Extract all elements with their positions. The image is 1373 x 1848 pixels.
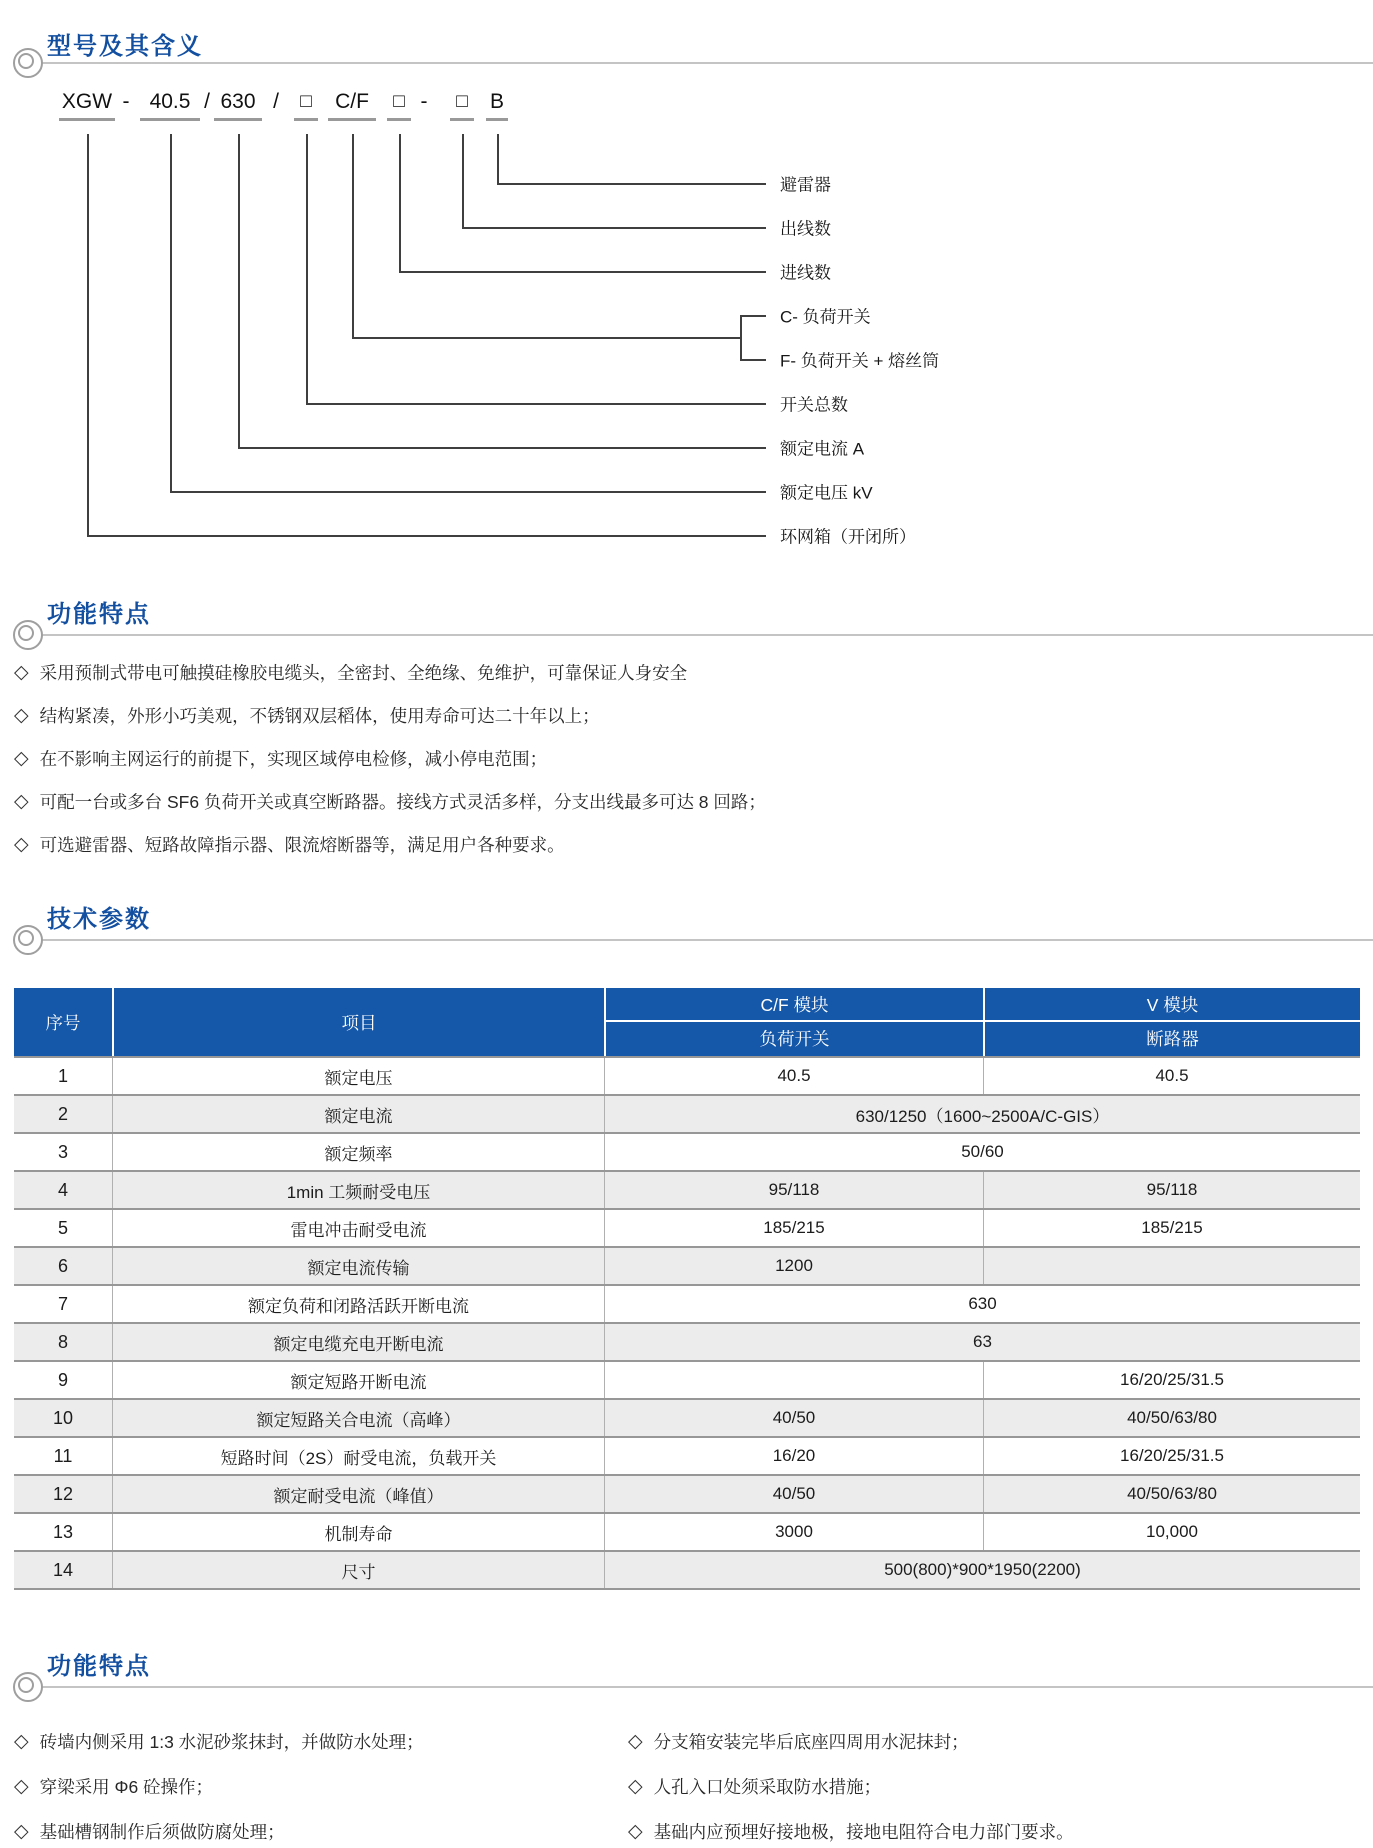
diamond-bullet-icon: ◇	[628, 1821, 643, 1842]
feature-text: 可选避雷器、短路故障指示器、限流熔断器等，满足用户各种要求。	[39, 835, 565, 855]
cell-cf-value: 95/118	[604, 1172, 983, 1208]
cell-item: 短路时间（2S）耐受电流，负载开关	[112, 1438, 604, 1474]
features-list	[14, 651, 1359, 866]
table-row	[14, 1322, 1360, 1360]
section-title-params: 技术参数	[47, 906, 151, 933]
connector-line	[306, 403, 766, 405]
feature-item	[14, 823, 1359, 866]
cell-merged-value: 50/60	[604, 1134, 1360, 1170]
header-group-v-sub: 断路器	[1146, 1028, 1199, 1049]
cell-v-value: 185/215	[983, 1210, 1360, 1246]
cell-cf-value: 40/50	[604, 1476, 983, 1512]
connector-line	[238, 447, 766, 449]
cell-item: 额定短路开断电流	[112, 1362, 604, 1398]
cell-no: 1	[57, 1065, 68, 1086]
connector-line	[497, 134, 499, 183]
feature-text: 在不影响主网运行的前提下，实现区域停电检修，减小停电范围；	[39, 749, 548, 769]
table-row	[14, 1398, 1360, 1436]
cell-item: 额定电缆充电开断电流	[112, 1324, 604, 1360]
cell-no: 13	[52, 1521, 74, 1542]
table-row	[14, 1056, 1360, 1094]
cell-no: 7	[57, 1293, 68, 1314]
cell-v-value: 16/20/25/31.5	[983, 1438, 1360, 1474]
cell-item: 机制寿命	[112, 1514, 604, 1550]
cell-v-value: 40/50/63/80	[983, 1476, 1360, 1512]
table-row	[14, 1094, 1360, 1132]
feature-item	[14, 1764, 614, 1809]
cell-item: 额定耐受电流（峰值）	[112, 1476, 604, 1512]
cell-no: 4	[57, 1179, 68, 1200]
cell-no: 12	[52, 1483, 74, 1504]
cell-item: 额定电压	[112, 1058, 604, 1094]
section-divider	[42, 1686, 1373, 1688]
feature-item	[14, 1719, 614, 1764]
cell-no: 14	[52, 1559, 74, 1580]
diamond-bullet-icon: ◇	[14, 791, 29, 812]
cell-cf-value: 16/20	[604, 1438, 983, 1474]
cell-v-value: 10,000	[983, 1514, 1360, 1550]
feature-text: 穿梁采用 Φ6 砼操作；	[39, 1777, 214, 1797]
feature-text: 分支箱安装完毕后底座四周用水泥抹封；	[653, 1732, 969, 1752]
diagram-label: F- 负荷开关 + 熔丝筒	[780, 351, 940, 371]
connector-line	[352, 134, 354, 337]
diamond-bullet-icon: ◇	[14, 1731, 29, 1752]
connector-line	[87, 134, 89, 535]
connector-line	[497, 183, 766, 185]
section-title-model: 型号及其含义	[47, 33, 203, 60]
table-row	[14, 1208, 1360, 1246]
cell-no: 2	[57, 1103, 68, 1124]
table-row	[14, 1550, 1360, 1588]
connector-line	[740, 315, 766, 317]
cell-item: 额定负荷和闭路活跃开断电流	[112, 1286, 604, 1322]
diamond-bullet-icon: ◇	[14, 748, 29, 769]
diagram-label: 环网箱（开闭所）	[780, 527, 916, 547]
table-row	[14, 1436, 1360, 1474]
model-token: -	[122, 90, 130, 113]
diagram-label: 额定电流 A	[780, 439, 865, 459]
feature-text: 采用预制式带电可触摸硅橡胶电缆头，全密封、全绝缘、免维护，可靠保证人身安全	[39, 663, 688, 683]
diamond-bullet-icon: ◇	[14, 705, 29, 726]
ring-icon	[13, 48, 43, 78]
cell-item: 1min 工频耐受电压	[112, 1172, 604, 1208]
table-row	[14, 1284, 1360, 1322]
diagram-label: C- 负荷开关	[780, 307, 871, 327]
section-divider	[42, 62, 1373, 64]
cell-merged-value: 630/1250（1600~2500A/C-GIS）	[604, 1096, 1360, 1132]
diagram-label: 出线数	[780, 219, 831, 239]
parameters-table	[14, 988, 1360, 1590]
model-token: □	[450, 88, 474, 121]
cell-cf-value: 40/50	[604, 1400, 983, 1436]
table-row	[14, 1170, 1360, 1208]
footer-features-right	[628, 1719, 1368, 1848]
feature-text: 基础内应预埋好接地极，接地电阻符合电力部门要求。	[653, 1822, 1074, 1842]
connector-line	[306, 134, 308, 403]
connector-line	[462, 134, 464, 227]
feature-item	[14, 1809, 614, 1848]
feature-text: 可配一台或多台 SF6 负荷开关或真空断路器。接线方式灵活多样，分支出线最多可达 8 回路；	[39, 792, 766, 812]
section-divider	[42, 634, 1373, 636]
cell-item: 额定短路关合电流（高峰）	[112, 1400, 604, 1436]
model-token: 40.5	[140, 88, 200, 121]
cell-item: 雷电冲击耐受电流	[112, 1210, 604, 1246]
model-token: B	[486, 88, 508, 121]
feature-item	[628, 1809, 1368, 1848]
diagram-label: 进线数	[780, 263, 831, 283]
cell-merged-value: 500(800)*900*1950(2200)	[604, 1552, 1360, 1588]
ring-icon	[13, 620, 43, 650]
connector-line	[170, 134, 172, 491]
header-group-cf-sub: 负荷开关	[759, 1028, 830, 1049]
model-token: □	[387, 88, 411, 121]
cell-no: 8	[57, 1331, 68, 1352]
feature-text: 人孔入口处须采取防水措施；	[653, 1777, 882, 1797]
model-token: 630	[214, 88, 262, 121]
connector-line	[462, 227, 766, 229]
diagram-label: 开关总数	[780, 395, 848, 415]
feature-item	[14, 694, 1359, 737]
cell-cf-value: 40.5	[604, 1058, 983, 1094]
header-col-no: 序号	[45, 1012, 81, 1033]
cell-item: 额定电流	[112, 1096, 604, 1132]
cell-no: 9	[57, 1369, 68, 1390]
table-row	[14, 1360, 1360, 1398]
cell-no: 3	[57, 1141, 68, 1162]
diamond-bullet-icon: ◇	[14, 834, 29, 855]
header-group-cf	[604, 988, 983, 1056]
model-token: C/F	[328, 88, 376, 121]
footer-features-left	[14, 1719, 614, 1848]
cell-cf-value: 3000	[604, 1514, 983, 1550]
table-body	[14, 1056, 1360, 1590]
table-row	[14, 1474, 1360, 1512]
connector-line	[352, 337, 740, 339]
cell-no: 5	[57, 1217, 68, 1238]
table-row	[14, 1512, 1360, 1550]
table-header	[14, 988, 1360, 1056]
cell-v-value: 40.5	[983, 1058, 1360, 1094]
cell-no: 11	[53, 1445, 73, 1466]
cell-item: 尺寸	[112, 1552, 604, 1588]
cell-no: 10	[52, 1407, 74, 1428]
feature-item	[628, 1719, 1368, 1764]
section-divider	[42, 939, 1373, 941]
model-token: XGW	[59, 88, 115, 121]
feature-text: 结构紧凑，外形小巧美观，不锈钢双层稻体，使用寿命可达二十年以上；	[39, 706, 600, 726]
feature-text: 砖墙内侧采用 1:3 水泥砂浆抹封，并做防水处理；	[39, 1732, 424, 1752]
connector-line	[399, 134, 401, 271]
cell-v-value: 95/118	[983, 1172, 1360, 1208]
connector-line	[399, 271, 766, 273]
feature-text: 基础槽钢制作后须做防腐处理；	[39, 1822, 285, 1842]
model-token: /	[273, 90, 279, 113]
diagram-label: 避雷器	[780, 175, 831, 195]
diamond-bullet-icon: ◇	[628, 1731, 643, 1752]
header-group-cf-title: C/F 模块	[606, 988, 983, 1022]
diamond-bullet-icon: ◇	[14, 1776, 29, 1797]
feature-item	[14, 737, 1359, 780]
diamond-bullet-icon: ◇	[628, 1776, 643, 1797]
diagram-label: 额定电压 kV	[780, 483, 873, 503]
connector-line	[238, 134, 240, 447]
cell-item: 额定频率	[112, 1134, 604, 1170]
connector-line	[740, 315, 742, 359]
cell-v-value: 40/50/63/80	[983, 1400, 1360, 1436]
feature-item	[14, 780, 1359, 823]
cell-v-value	[983, 1248, 1360, 1284]
model-token: -	[420, 90, 428, 113]
cell-merged-value: 63	[604, 1324, 1360, 1360]
cell-merged-value: 630	[604, 1286, 1360, 1322]
connector-line	[87, 535, 766, 537]
cell-cf-value: 185/215	[604, 1210, 983, 1246]
model-token: □	[294, 88, 318, 121]
header-group-v-title: V 模块	[985, 988, 1360, 1022]
header-group-v	[983, 988, 1360, 1056]
diamond-bullet-icon: ◇	[14, 1821, 29, 1842]
model-token: /	[204, 90, 210, 113]
section-title-features: 功能特点	[47, 601, 151, 628]
cell-item: 额定电流传输	[112, 1248, 604, 1284]
header-col-item: 项目	[112, 988, 604, 1056]
table-row	[14, 1132, 1360, 1170]
diamond-bullet-icon: ◇	[14, 662, 29, 683]
feature-item	[14, 651, 1359, 694]
cell-v-value: 16/20/25/31.5	[983, 1362, 1360, 1398]
cell-cf-value: 1200	[604, 1248, 983, 1284]
ring-icon	[13, 925, 43, 955]
connector-line	[740, 359, 766, 361]
cell-cf-value	[604, 1362, 983, 1398]
connector-line	[170, 491, 766, 493]
ring-icon	[13, 1672, 43, 1702]
table-row	[14, 1246, 1360, 1284]
section-title-footer-features: 功能特点	[47, 1653, 151, 1680]
feature-item	[628, 1764, 1368, 1809]
cell-no: 6	[57, 1255, 68, 1276]
